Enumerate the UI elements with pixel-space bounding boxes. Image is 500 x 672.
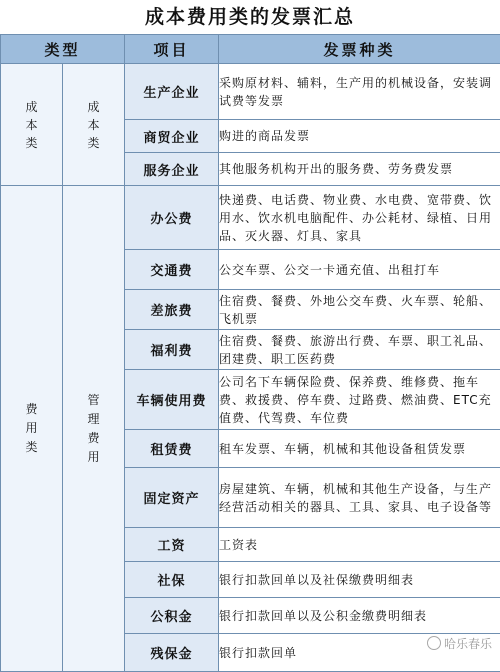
desc-cell: 其他服务机构开出的服务费、劳务费发票 [219, 153, 500, 186]
category-cell [1, 186, 63, 672]
category-label: 成本类 [25, 98, 39, 152]
item-cell: 福利费 [125, 330, 219, 370]
item-cell: 社保 [125, 562, 219, 598]
header-item: 项目 [125, 35, 219, 64]
category-cell [1, 64, 63, 186]
header-row [1, 35, 500, 64]
desc-cell: 采购原材料、辅料，生产用的机械设备，安装调试费等发票 [219, 64, 500, 120]
subcategory-label: 成本类 [87, 98, 101, 152]
page-title: 成本费用类的发票汇总 [0, 0, 500, 34]
header-desc: 发票种类 [219, 35, 500, 64]
subcategory-cell [63, 186, 125, 672]
desc-cell: 工资表 [219, 528, 500, 562]
desc-cell: 银行扣款回单 [219, 634, 500, 672]
subcategory-label: 管理费用 [87, 391, 101, 467]
desc-cell: 房屋建筑、车辆，机械和其他生产设备，与生产经营活动相关的器具、工具、家具、电子设备等 [219, 468, 500, 528]
item-cell: 交通费 [125, 250, 219, 290]
desc-cell: 公交车票、公交一卡通充值、出租打车 [219, 250, 500, 290]
item-cell: 公积金 [125, 598, 219, 634]
item-cell: 差旅费 [125, 290, 219, 330]
table-row [1, 64, 500, 120]
item-cell: 商贸企业 [125, 120, 219, 153]
item-cell: 工资 [125, 528, 219, 562]
desc-cell: 住宿费、餐费、旅游出行费、车票、职工礼品、团建费、职工医药费 [219, 330, 500, 370]
desc-cell: 租车发票、车辆，机械和其他设备租赁发票 [219, 430, 500, 468]
item-cell: 固定资产 [125, 468, 219, 528]
watermark [427, 635, 492, 652]
desc-cell: 购进的商品发票 [219, 120, 500, 153]
desc-cell: 住宿费、餐费、外地公交车费、火车票、轮船、飞机票 [219, 290, 500, 330]
table-row [1, 186, 500, 250]
item-cell: 服务企业 [125, 153, 219, 186]
item-cell: 办公费 [125, 186, 219, 250]
desc-cell: 银行扣款回单以及公积金缴费明细表 [219, 598, 500, 634]
desc-cell: 快递费、电话费、物业费、水电费、宽带费、饮用水、饮水机电脑配件、办公耗材、绿植、日用品、灭火器、灯具、家具 [219, 186, 500, 250]
item-cell: 生产企业 [125, 64, 219, 120]
invoice-table [0, 34, 500, 672]
item-cell: 租赁费 [125, 430, 219, 468]
watermark-text: 哈乐春乐 [444, 637, 492, 651]
desc-cell: 银行扣款回单以及社保缴费明细表 [219, 562, 500, 598]
item-cell: 残保金 [125, 634, 219, 672]
desc-cell: 公司名下车辆保险费、保养费、维修费、拖车费、救援费、停车费、过路费、燃油费、ETC充值费、代驾费、车位费 [219, 370, 500, 430]
watermark-logo-icon [427, 636, 441, 650]
item-cell: 车辆使用费 [125, 370, 219, 430]
header-type: 类型 [1, 35, 125, 64]
category-label: 费用类 [25, 400, 39, 457]
subcategory-cell [63, 64, 125, 186]
